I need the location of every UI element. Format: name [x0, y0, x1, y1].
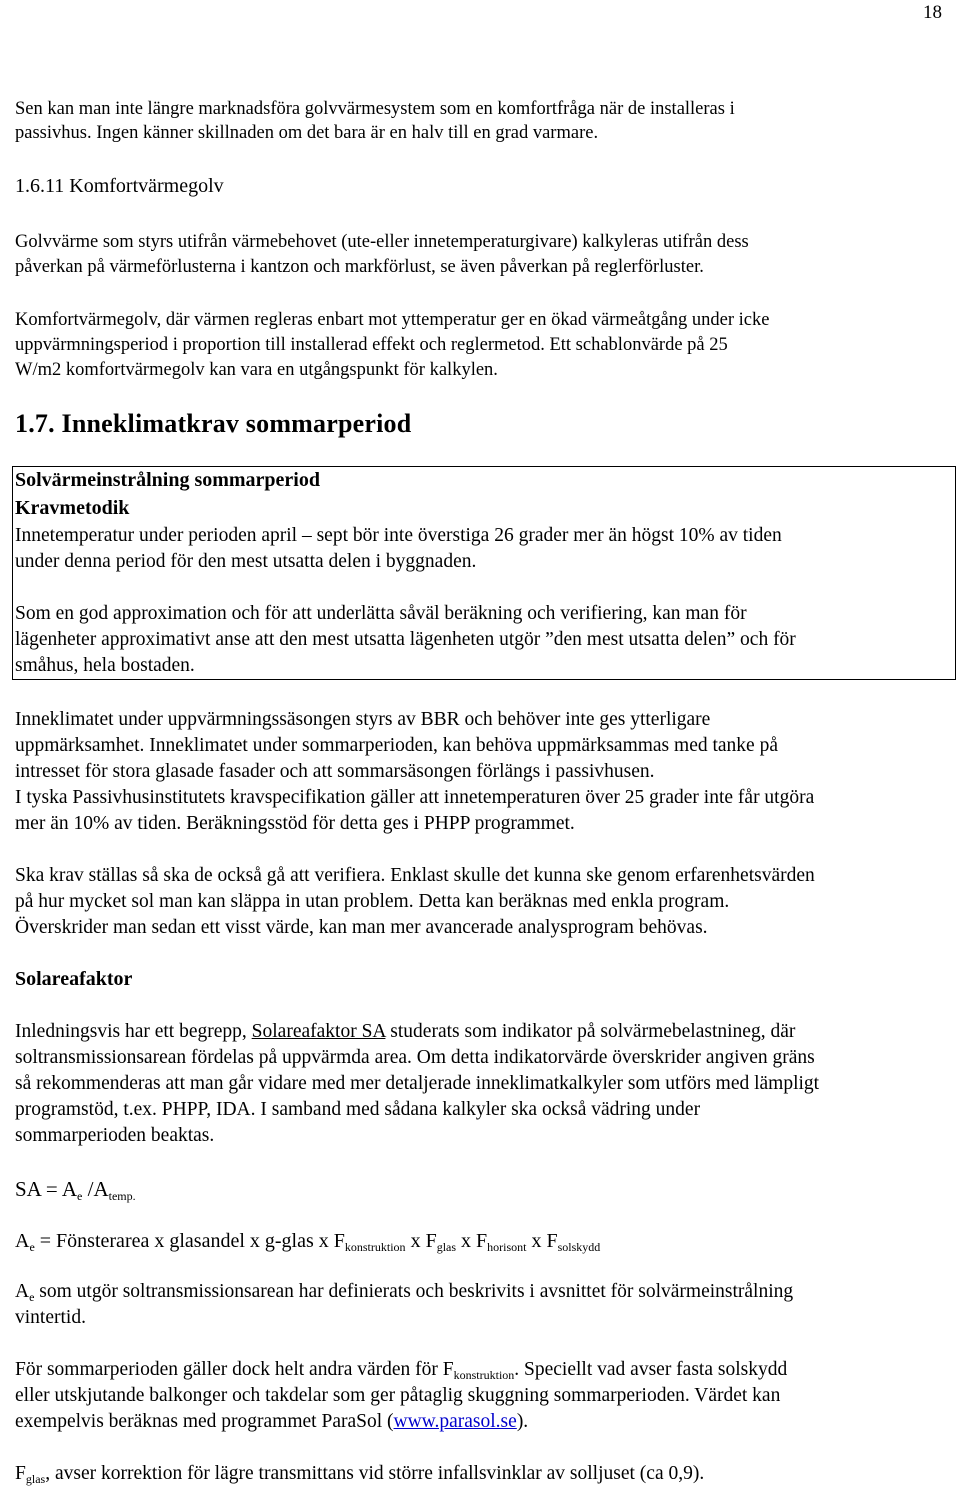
box-line: Innetemperatur under perioden april – sept bör inte överstiga 26 grader mer än högst 10% av tiden — [15, 525, 782, 546]
formula-ae — [15, 1228, 600, 1254]
solareafaktor-link[interactable]: Solareafaktor SA — [251, 1021, 386, 1042]
formula-part: = Fönsterarea x glasandel x g-glas x F — [34, 1230, 345, 1252]
paragraph-line: soltransmissionsarean fördelas på uppvärmda area. Om detta indikatorvärde överskrider angiven gräns — [15, 1047, 815, 1068]
paragraph-line: intresset för stora glasade fasader och att sommarsäsongen förlängs i passivhusen. — [15, 761, 655, 782]
text-span: A — [15, 1281, 30, 1302]
paragraph-line — [15, 1019, 795, 1045]
formula-sub: horisont — [487, 1240, 527, 1254]
text-span: , avser korrektion för lägre transmittans vid större infallsvinklar av solljuset (ca 0,9). — [45, 1463, 705, 1484]
paragraph-line — [15, 1461, 704, 1487]
box-line: Som en god approximation och för att underlätta såväl beräkning och verifiering, kan man för — [15, 603, 747, 624]
paragraph-line: påverkan på värmeförlusterna i kantzon och markförlust, se även påverkan på reglerförluster. — [15, 257, 704, 277]
section-heading-1-7: 1.7. Inneklimatkrav sommarperiod — [15, 409, 412, 438]
page-number: 18 — [923, 2, 942, 23]
intro-line-2: passivhus. Ingen känner skillnaden om det bara är en halv till en grad varmare. — [15, 123, 599, 143]
paragraph-line: sommarperioden beaktas. — [15, 1125, 215, 1146]
text-span: exempelvis beräknas med programmet ParaSol ( — [15, 1411, 394, 1432]
paragraph-line: Inneklimatet under uppvärmningssäsongen styrs av BBR och behöver inte ges ytterligare — [15, 709, 711, 730]
text-span: studerats som indikator på solvärmebelastnineg, där — [385, 1021, 796, 1042]
paragraph-line: eller utskjutande balkonger och takdelar som ger påtaglig skuggning sommarperioden. Värdet kan — [15, 1385, 781, 1406]
text-span: För sommarperioden gäller dock helt andra värden för F — [15, 1359, 454, 1380]
formula-sub: glas — [25, 1472, 46, 1486]
formula-sub: konstruktion — [453, 1368, 515, 1382]
paragraph-line: mer än 10% av tiden. Beräkningsstöd för detta ges i PHPP programmet. — [15, 813, 575, 834]
text-span: . Speciellt vad avser fasta solskydd — [514, 1359, 788, 1380]
box-line: under denna period för den mest utsatta delen i byggnaden. — [15, 551, 477, 572]
paragraph-line: Golvvärme som styrs utifrån värmebehovet (ute-eller innetemperaturgivare) kalkyleras utifrån dess — [15, 232, 749, 252]
intro-line-1: Sen kan man inte längre marknadsföra golvvärmesystem som en komfortfråga när de installeras i — [15, 99, 735, 119]
formula-part: x F — [526, 1230, 558, 1252]
paragraph-line: vintertid. — [15, 1307, 86, 1328]
section-heading-1-6-11: 1.6.11 Komfortvärmegolv — [15, 175, 224, 197]
paragraph-line: W/m2 komfortvärmegolv kan vara en utgångspunkt för kalkylen. — [15, 360, 498, 380]
formula-part: SA = A — [15, 1177, 78, 1201]
paragraph-line: på hur mycket sol man kan släppa in utan problem. Detta kan beräknas med enkla program. — [15, 891, 730, 912]
subheading-solareafaktor: Solareafaktor — [15, 968, 133, 990]
paragraph-line — [15, 1409, 528, 1435]
formula-part: x F — [405, 1230, 437, 1252]
paragraph-line: uppmärksamhet. Inneklimatet under sommarperioden, kan behöva uppmärksammas med tanke på — [15, 735, 778, 756]
paragraph-line: uppvärmningsperiod i proportion till installerad effekt och reglermetod. Ett schablonvärde på 25 — [15, 335, 728, 355]
formula-sub: solskydd — [557, 1240, 601, 1254]
box-line: småhus, hela bostaden. — [15, 655, 195, 676]
paragraph-line: Ska krav ställas så ska de också gå att verifiera. Enklast skulle det kunna ske genom erfarenhetsvärden — [15, 865, 815, 886]
formula-sub: e — [77, 1189, 83, 1203]
subheading-solvarme: Solvärmeinstrålning sommarperiod — [15, 469, 320, 491]
text-span: F — [15, 1463, 26, 1484]
formula-sub: konstruktion — [344, 1240, 406, 1254]
paragraph-line: programstöd, t.ex. PHPP, IDA. I samband med sådana kalkyler ska också vädring under — [15, 1099, 701, 1120]
box-line: lägenheter approximativt anse att den mest utsatta lägenheten utgör ”den mest utsatta delen” och för — [15, 629, 796, 650]
paragraph-line: Överskrider man sedan ett visst värde, kan man mer avancerade analysprogram behövas. — [15, 917, 708, 938]
text-span: Inledningsvis har ett begrepp, — [15, 1021, 252, 1042]
paragraph-line — [15, 1279, 793, 1305]
text-span: som utgör soltransmissionsarean har definierats och beskrivits i avsnittet för solvärmeinstrålning — [34, 1281, 794, 1302]
formula-sub: temp. — [108, 1189, 136, 1203]
paragraph-line — [15, 1357, 787, 1383]
formula-part: A — [15, 1230, 30, 1252]
paragraph-line: Komfortvärmegolv, där värmen regleras enbart mot yttemperatur ger en ökad värmeåtgång under icke — [15, 310, 770, 330]
formula-part: /A — [82, 1177, 109, 1201]
paragraph-line: I tyska Passivhusinstitutets kravspecifikation gäller att innetemperaturen över 25 grader inte får utgöra — [15, 787, 815, 808]
box-title: Kravmetodik — [15, 497, 130, 519]
parasol-link[interactable]: www.parasol.se — [393, 1411, 517, 1432]
formula-part: x F — [456, 1230, 488, 1252]
text-span: ). — [516, 1411, 529, 1432]
paragraph-line: så rekommenderas att man går vidare med mer detaljerade inneklimatkalkyler som utförs med lämpligt — [15, 1073, 820, 1094]
formula-sub: e — [29, 1240, 35, 1254]
formula-sa — [15, 1176, 136, 1202]
formula-sub: glas — [436, 1240, 457, 1254]
formula-sub: e — [29, 1290, 35, 1304]
